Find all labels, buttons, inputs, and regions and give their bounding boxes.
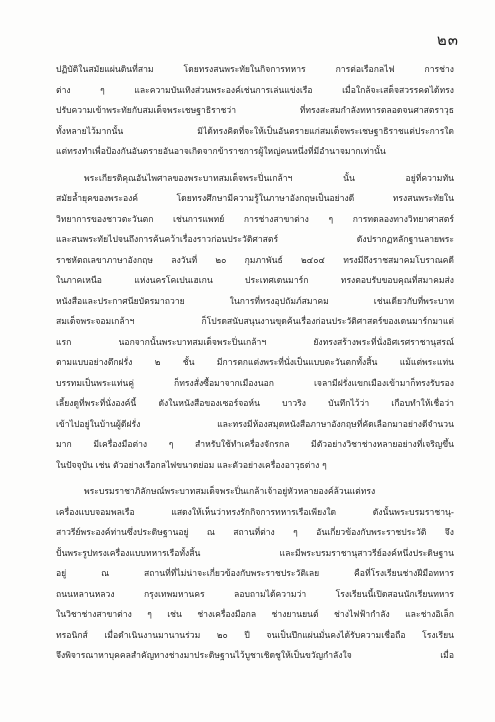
text-line: ปรับความเข้าพระทัยกับสมเด็จพระเชษฐาธิราชว่า ที่ทรงสะสมกำลังทหารตลอดจนศาสตราวุธ <box>56 106 454 116</box>
text-line: แต่ทรงทำเพื่อป้องกันอันตรายอันอาจเกิดจากข้าราชการผู้ใหญ่คนหนึ่งที่มีอำนาจมากเท่านั้น <box>56 147 386 157</box>
text-line: ในภาคเหนือ แห่งนครโคเปนเฮเกน ประเทศเดนมาร์ก ทรงตอบรับขอบคุณที่สมาคมส่ง <box>56 276 454 286</box>
text-line: วิทยาการของชาวตะวันตก เช่นการแพทย์ การช่างสาขาต่าง ๆ การทดลองทางวิทยาศาสตร์ <box>56 214 454 225</box>
text-line: ในวิชาช่างสาขาต่าง ๆ เช่น ช่างเครื่องมือกล ช่างยานยนต์ ช่างไฟฟ้ากำลัง และช่างอิเล็ก <box>56 610 454 620</box>
text-line: เลี้ยงดูที่พระที่นั่งองค์นี้ ดังในหนังสือของเซอร์จอห์น บาวริง บันทึกไว้ว่า เกือบทำให้เชื่อว่า <box>56 399 454 409</box>
text-line: มาก มีเครื่องมือต่าง ๆ สำหรับใช้ทำเครื่องจักรกล มีตัวอย่างวิชาช่างหลายอย่างที่เจริญขึ้น <box>56 440 454 450</box>
text-line: ปฏิบัติในสมัยแผ่นดินที่สาม โดยทรงสนพระทัยในกิจการทหาร การต่อเรือกลไฟ การช่าง <box>56 65 454 75</box>
paragraph-3 <box>56 482 454 667</box>
text-line: ต่าง ๆ และความบันเทิงส่วนพระองค์เช่นการเล่นแข่งเรือ เมื่อใกล้จะเสด็จสวรรคตได้ทรง <box>56 85 454 96</box>
text-line: เครื่องแบบจอมพลเรือ แสดงให้เห็นว่าทรงรักกิจการทหารเรือเพียงใด ดังนั้นพระบรมราชานุ- <box>56 507 454 518</box>
text-line: ถนนหลานหลวง กรุงเทพมหานคร ลอบถามได้ความว่า โรงเรียนนี้เปิดสอนนักเรียนทหาร <box>56 589 454 600</box>
paragraph-1 <box>56 60 454 163</box>
body-text <box>56 60 454 667</box>
text-line: ในปัจจุบัน เช่น ตัวอย่างเรือกลไฟขนาดย่อม และตัวอย่างเครื่องอาวุธต่าง ๆ <box>56 460 327 471</box>
text-line: เข้าไปอยู่ในบ้านผู้ดีฝรั่ง และทรงมีห้องสมุดหนังสือภาษาอังกฤษที่คัดเลือกมาอย่างดีจำนวน <box>56 419 454 430</box>
text-line: สมเด็จพระจอมเกล้าฯ ก็โปรดสนับสนุนงานขุดค้นเรื่องก่อนประวัติศาสตร์ของเดนมาร์กมาแต่ <box>56 317 454 327</box>
page-number: ๒๓ <box>436 31 459 49</box>
text-line: และสนพระทัยไปจนถึงการค้นคว้าเรื่องราวก่อนประวัติศาสตร์ ดังปรากฏหลักฐานลายพระ <box>56 235 454 245</box>
text-line: บรรทมเป็นพระแท่นคู่ ก็ทรงสั่งซื้อมาจากเมืองนอก เจลามีฝรั่งแขกเมืองเข้ามาก็ทรงรับรอง <box>56 378 454 389</box>
text-line: ราชหัตถเลขาภาษาอังกฤษ ลงวันที่ ๒๐ กุมภาพันธ์ ๒๔๐๔ ทรงมีถึงราชสมาคมโบราณคดี <box>56 255 454 266</box>
text-line: หนังสือและประกาศนียบัตรมาถวาย ในการที่ทรงอุปถัมภ์สมาคม เช่นเดียวกับที่พระบาท <box>56 296 454 307</box>
text-line: ทั้งหลายไว้มากนั้น มิได้ทรงคิดที่จะให้เป็นอันตรายแก่สมเด็จพระเชษฐาธิราชแต่ประการใด <box>56 126 454 137</box>
text-line: ทรอนิกส์ เมื่อดำเนินงานมานานร่วม ๒๐ ปี จนเป็นปึกแผ่นมั่นคงได้รับความเชื่อถือ โรงเรียน <box>56 630 454 641</box>
text-line: ปั้นพระรูปทรงเครื่องแบบทหารเรือทั้งสิ้น และมีพระบรมราชานุสาวรีย์องค์หนึ่งประดิษฐาน <box>56 548 454 559</box>
text-line: ตามแบบอย่างตึกฝรั่ง ๒ ชั้น มีการตกแต่งพระที่นั่งเป็นแบบตะวันตกทั้งสิ้น แม้แต่พระแท่น <box>56 358 454 368</box>
text-line: จึงพิจารณาหาบุคคลสำคัญทางช่างมาประดิษฐานไว้บูชาเชิดชูให้เป็นขวัญกำลังใจ เมื่อ <box>56 651 454 661</box>
text-line: พระเกียรติคุณอันไพศาลของพระบาทสมเด็จพระปิ่นเกล้าฯ นั้น อยู่ที่ความทัน <box>84 173 454 184</box>
text-line: พระบรมราชาภิลักษณ์พระบาทสมเด็จพระปิ่นเกล้าเจ้าอยู่หัวหลายองค์ล้วนแต่ทรง <box>84 487 376 497</box>
text-line: สมัยล้ำยุคของพระองค์ โดยทรงศึกษามีความรู้ในภาษาอังกฤษเป็นอย่างดี ทรงสนพระทัยใน <box>56 194 454 204</box>
text-line: อยู่ ณ สถานที่ที่ไม่น่าจะเกี่ยวข้องกับพระราชประวัติเลย คือที่โรงเรียนช่างฝีมือทหาร <box>56 569 454 579</box>
paragraph-2 <box>56 169 454 477</box>
text-line: สาวรีย์พระองค์ท่านซึ่งประดิษฐานอยู่ ณ สถานที่ต่าง ๆ อันเกี่ยวข้องกับพระราชประวัติ จึง <box>56 528 454 538</box>
text-line: แรก นอกจากนั้นพระบาทสมเด็จพระปิ่นเกล้าฯ ยังทรงสร้างพระที่นั่งอิศเรศราชานุสรณ์ <box>56 337 454 348</box>
